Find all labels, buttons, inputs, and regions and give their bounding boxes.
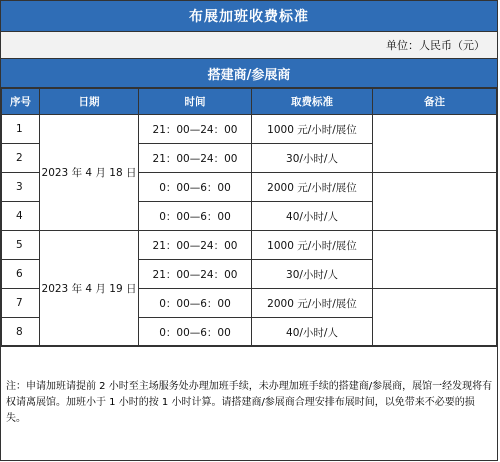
row-no: 3	[2, 173, 40, 202]
row-no: 7	[2, 289, 40, 318]
time-cell: 0：00—6：00	[139, 318, 252, 347]
section-title: 搭建商/参展商	[1, 59, 497, 88]
row-no: 2	[2, 144, 40, 173]
row-no: 4	[2, 202, 40, 231]
fee-cell: 2000 元/小时/展位	[252, 289, 373, 318]
row-no: 5	[2, 231, 40, 260]
time-cell: 0：00—6：00	[139, 289, 252, 318]
fee-cell: 40/小时/人	[252, 202, 373, 231]
header-fee: 取费标准	[252, 89, 373, 115]
page-title: 布展加班收费标准	[1, 1, 497, 32]
table-row	[2, 231, 497, 260]
remark-cell	[373, 289, 497, 347]
time-cell: 0：00—6：00	[139, 173, 252, 202]
date-cell: 2023 年 4 月 19 日	[40, 231, 139, 347]
time-cell: 21：00—24：00	[139, 144, 252, 173]
fee-cell: 40/小时/人	[252, 318, 373, 347]
header-date: 日期	[40, 89, 139, 115]
header-no: 序号	[2, 89, 40, 115]
row-no: 6	[2, 260, 40, 289]
currency-unit: 单位：人民币（元）	[1, 32, 497, 59]
fee-table	[1, 88, 497, 347]
fee-cell: 1000 元/小时/展位	[252, 231, 373, 260]
fee-cell: 30/小时/人	[252, 144, 373, 173]
time-cell: 21：00—24：00	[139, 115, 252, 144]
fee-cell: 2000 元/小时/展位	[252, 173, 373, 202]
time-cell: 21：00—24：00	[139, 260, 252, 289]
header-remark: 备注	[373, 89, 497, 115]
table-row	[2, 115, 497, 144]
fee-cell: 1000 元/小时/展位	[252, 115, 373, 144]
date-cell: 2023 年 4 月 18 日	[40, 115, 139, 231]
table-header-row	[2, 89, 497, 115]
fee-cell: 30/小时/人	[252, 260, 373, 289]
note-section	[1, 345, 497, 460]
time-cell: 21：00—24：00	[139, 231, 252, 260]
header-time: 时间	[139, 89, 252, 115]
remark-cell	[373, 231, 497, 289]
remark-cell	[373, 173, 497, 231]
note-text: 注：申请加班请提前 2 小时至主场服务处办理加班手续，未办理加班手续的搭建商/参展商，展馆一经发现将有权请离展馆。加班小于 1 小时的按 1 小时计算。请搭建商/参展商合理安排布展时间，以免带来不必要的损失。	[6, 381, 493, 424]
time-cell: 0：00—6：00	[139, 202, 252, 231]
row-no: 1	[2, 115, 40, 144]
remark-cell	[373, 115, 497, 173]
row-no: 8	[2, 318, 40, 347]
